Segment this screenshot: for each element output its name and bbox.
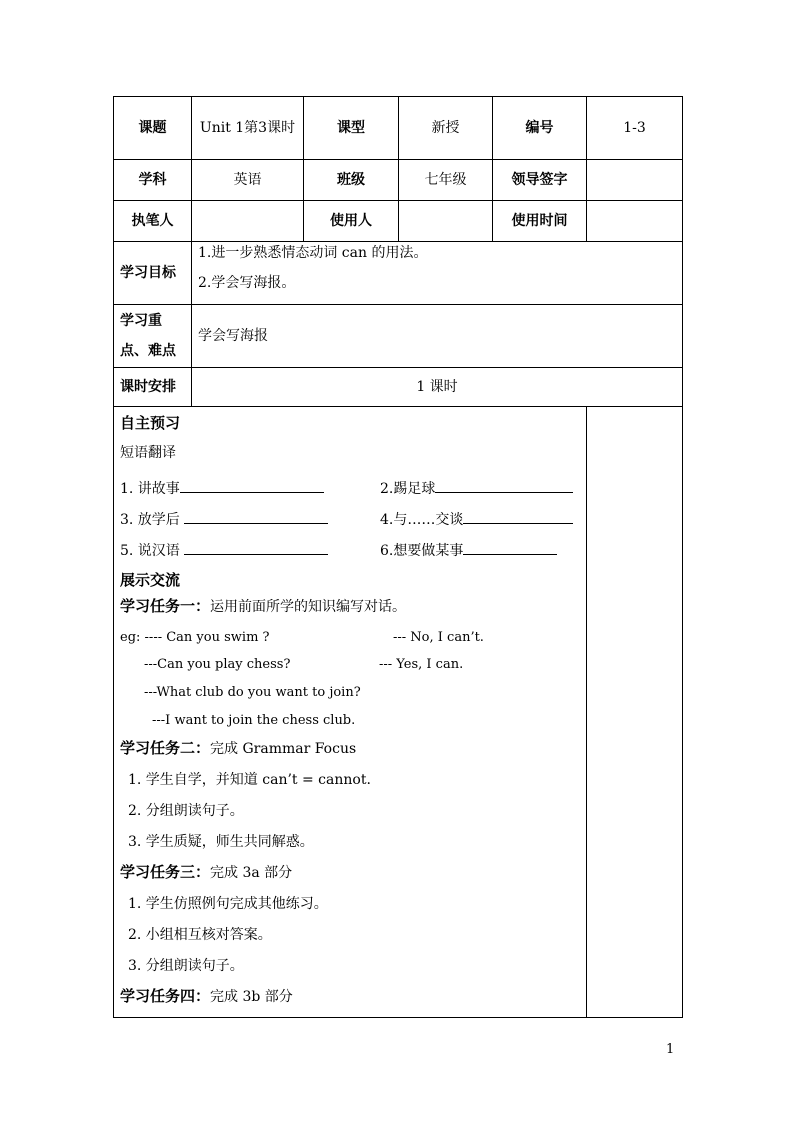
class-value: 七年级 [399, 160, 493, 201]
writer-value [192, 201, 304, 242]
schedule-label: 课时安排 [114, 368, 192, 407]
type-label: 课型 [304, 97, 399, 160]
answer-blank[interactable] [435, 477, 573, 493]
answer-blank[interactable] [463, 508, 573, 524]
user-value [399, 201, 493, 242]
task3-heading: 学习任务三：完成 3a 部分 [120, 863, 293, 881]
preview-item-2: 2.踢足球 [380, 477, 573, 499]
goal-item: 1.进一步熟悉情态动词 can 的用法。 [198, 245, 428, 261]
topic-value: Unit 1第3课时 [192, 97, 304, 160]
notes-column [587, 407, 683, 1018]
leader-sign-value [587, 160, 683, 201]
header-row-2 [114, 160, 683, 201]
answer-blank[interactable] [184, 508, 328, 524]
dialogue-line: --- Yes, I can. [379, 657, 464, 672]
schedule-row [114, 368, 683, 407]
dialogue-line: ---What club do you want to join? [144, 685, 361, 700]
user-label: 使用人 [304, 201, 399, 242]
task3-item: 1. 学生仿照例句完成其他练习。 [128, 896, 328, 912]
preview-item-1: 1. 讲故事 [120, 477, 324, 499]
task2-heading: 学习任务二：完成 Grammar Focus [120, 739, 357, 757]
topic-label: 课题 [114, 97, 192, 160]
key-points-label: 学习重点、难点 [114, 305, 192, 368]
header-row-1 [114, 97, 683, 160]
schedule-value: 1 课时 [192, 368, 683, 407]
task2-item: 1. 学生自学，并知道 can’t = cannot. [128, 772, 371, 788]
task4-heading: 学习任务四：完成 3b 部分 [120, 987, 293, 1005]
use-time-value [587, 201, 683, 242]
subject-label: 学科 [114, 160, 192, 201]
number-label: 编号 [493, 97, 587, 160]
preview-item-6: 6.想要做某事 [380, 539, 557, 561]
exchange-title: 展示交流 [120, 571, 181, 589]
answer-blank[interactable] [463, 539, 557, 555]
class-label: 班级 [304, 160, 399, 201]
lesson-plan-table [113, 96, 683, 1018]
activities-row [114, 407, 683, 1018]
dialogue-line: ---I want to join the chess club. [152, 713, 356, 728]
header-row-3 [114, 201, 683, 242]
writer-label: 执笔人 [114, 201, 192, 242]
dialogue-line: ---Can you play chess? [144, 657, 291, 672]
number-value: 1-3 [587, 97, 683, 160]
answer-blank[interactable] [180, 477, 324, 493]
key-points-value: 学会写海报 [192, 305, 683, 368]
page-number: 1 [666, 1042, 675, 1057]
dialogue-line: eg: ---- Can you swim ? [120, 630, 270, 645]
goals-label: 学习目标 [114, 242, 192, 305]
dialogue-line: --- No, I can’t. [393, 630, 484, 645]
task2-item: 3. 学生质疑，师生共同解惑。 [128, 834, 314, 850]
subject-value: 英语 [192, 160, 304, 201]
type-value: 新授 [399, 97, 493, 160]
use-time-label: 使用时间 [493, 201, 587, 242]
task2-item: 2. 分组朗读句子。 [128, 803, 244, 819]
task3-item: 2. 小组相互核对答案。 [128, 927, 272, 943]
preview-item-4: 4.与……交谈 [380, 508, 573, 530]
preview-subtitle: 短语翻译 [120, 445, 176, 461]
task1-heading: 学习任务一：运用前面所学的知识编写对话。 [120, 597, 407, 615]
preview-item-3: 3. 放学后 [120, 508, 328, 530]
key-points-row [114, 305, 683, 368]
leader-sign-label: 领导签字 [493, 160, 587, 201]
goals-content [192, 242, 683, 305]
activities-cell [114, 407, 587, 1018]
answer-blank[interactable] [184, 539, 328, 555]
goals-row [114, 242, 683, 305]
preview-title: 自主预习 [120, 414, 181, 432]
preview-item-5: 5. 说汉语 [120, 539, 328, 561]
goal-item: 2.学会写海报。 [198, 275, 296, 291]
task3-item: 3. 分组朗读句子。 [128, 958, 244, 974]
